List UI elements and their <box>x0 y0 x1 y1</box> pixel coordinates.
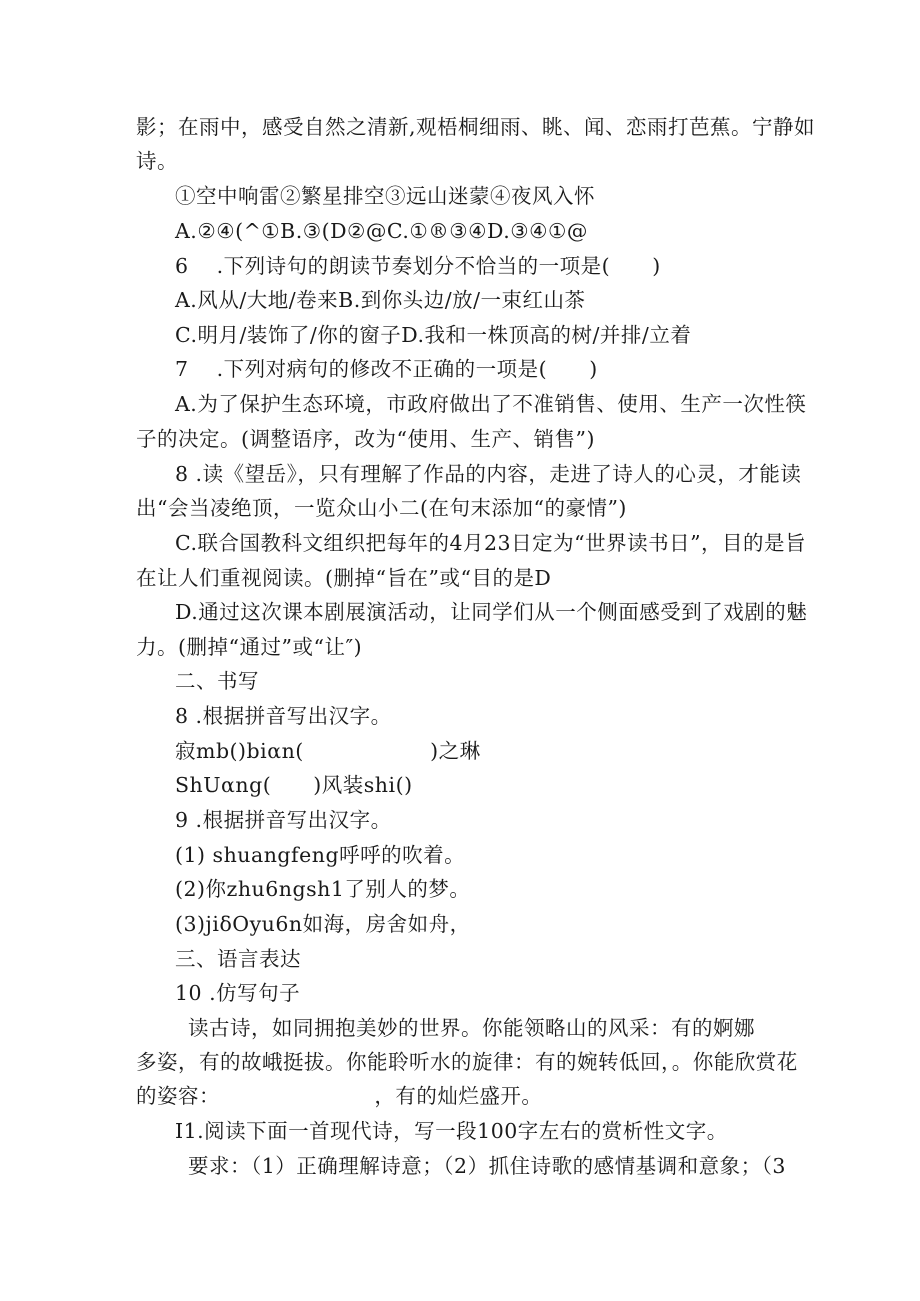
text-line: A.为了保护生态环境，市政府做出了不准销售、使用、生产一次性筷 <box>175 392 807 416</box>
text-line: 8 .读《望岳》，只有理解了作品的内容，走进了诗人的心灵，才能读 <box>175 462 802 486</box>
question-7: 7 .下列对病句的修改不正确的一项是( ) <box>175 357 598 381</box>
question-8: 8 .根据拼音写出汉字。 <box>175 704 392 728</box>
text-line: ①空中响雷②繁星排空③远山迷蒙④夜风入怀 <box>175 184 595 208</box>
text-line: 的姿容： ，有的灿烂盛开。 <box>136 1084 543 1108</box>
text-line: 子的决定。(调整语序，改为“使用、生产、销售”) <box>136 427 595 451</box>
text-line: 在让人们重视阅读。(删掉“旨在”或“目的是D <box>136 566 552 590</box>
text-line: 多姿，有的故峨挺拔。你能聆听水的旋律：有的婉转低回，。你能欣赏花 <box>136 1050 798 1074</box>
section-heading: 三、语言表达 <box>175 947 301 971</box>
text-line: 影；在雨中，感受自然之清新,观梧桐细雨、眺、闻、恋雨打芭蕉。宁静如 <box>136 115 816 139</box>
text-line: C.明月/装饰了/你的窗子D.我和一株顶高的树/并排/立着 <box>175 323 692 347</box>
question-10: 10 .仿写句子 <box>175 981 301 1005</box>
text-line: 诗。 <box>136 149 178 173</box>
text-line: 读古诗，如同拥抱美妙的世界。你能领略山的风采：有的婀娜 <box>188 1016 755 1040</box>
text-line: (1) shuangfeng呼呼的吹着。 <box>175 843 466 867</box>
section-heading: 二、书写 <box>175 669 259 693</box>
question-11: I1.阅读下面一首现代诗，写一段100字左右的赏析性文字。 <box>175 1119 728 1143</box>
text-line: C.联合国教科文组织把每年的4月23日定为“世界读书日”，目的是旨 <box>175 531 807 555</box>
text-line: D.通过这次课本剧展演活动，让同学们从一个侧面感受到了戏剧的魅 <box>175 600 808 624</box>
text-line: 出“会当凌绝顶，一览众山小二(在句末添加“的豪情”) <box>136 496 627 520</box>
text-line: 要求：（1）正确理解诗意；（2）抓住诗歌的感情基调和意象；（3 <box>188 1154 786 1178</box>
question-9: 9 .根据拼音写出汉字。 <box>175 808 392 832</box>
text-line: (3)jiδOyu6n如海，房舍如舟， <box>175 912 471 936</box>
question-6: 6 .下列诗句的朗读节奏划分不恰当的一项是( ) <box>175 254 661 278</box>
text-line: A.②④(^①B.③(D②@C.①®③④D.③④①@ <box>175 219 588 243</box>
text-line: 寂mb()biαn( )之琳 <box>175 739 481 763</box>
text-line: (2)你zhu6ngsh1了别人的梦。 <box>175 877 471 901</box>
text-line: A.风从/大地/卷来B.到你头边/放/一束红山茶 <box>175 288 586 312</box>
text-line: ShUαng( )风装shi() <box>175 773 413 797</box>
text-line: 力。(删掉“通过”或“让″) <box>136 635 363 659</box>
